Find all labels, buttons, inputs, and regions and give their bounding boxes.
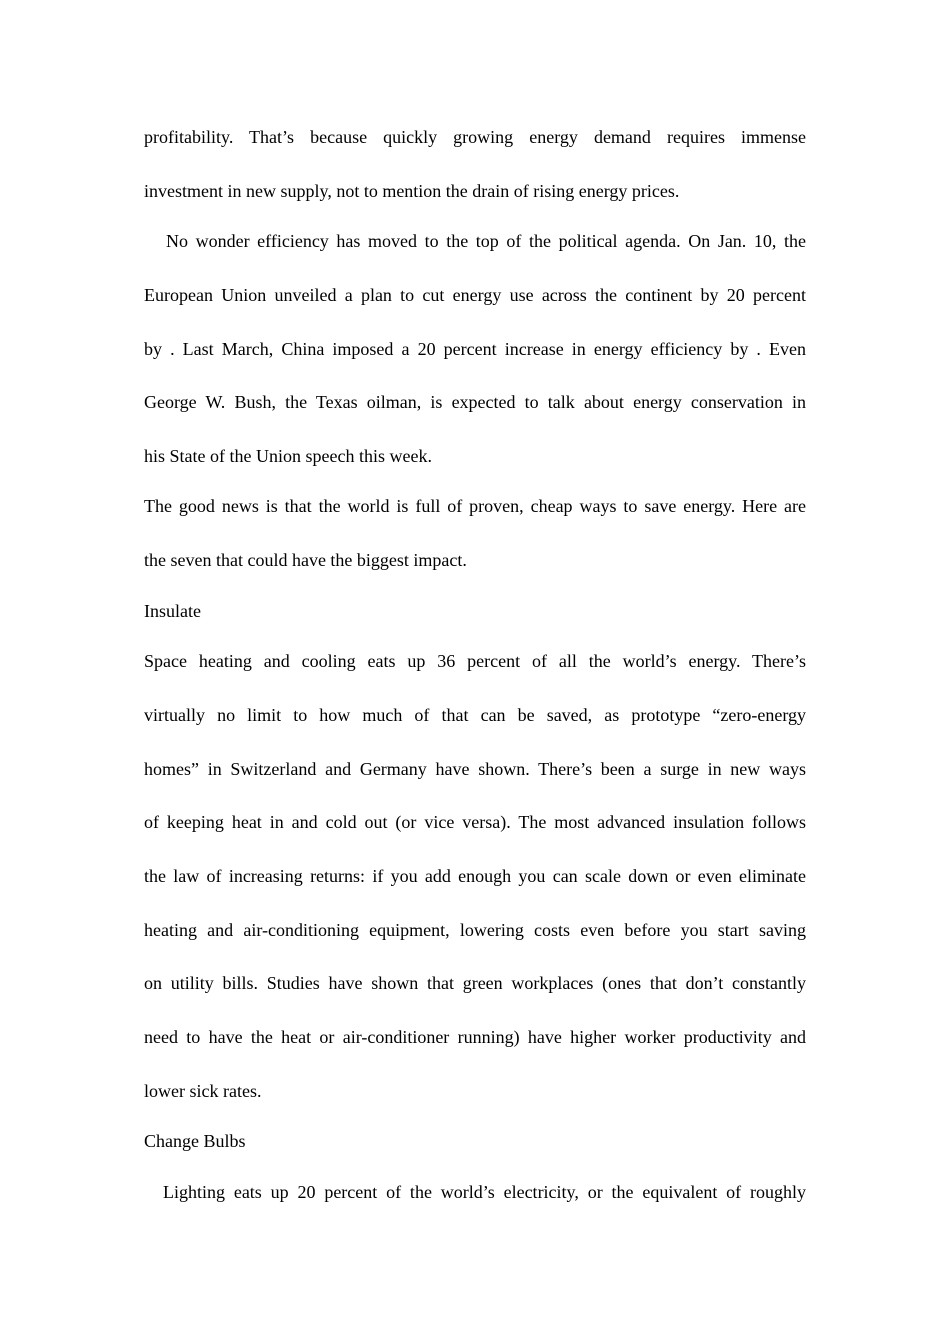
document-page [144,122,806,1207]
paragraph-continuation [144,122,806,206]
section-heading-insulate: Insulate [144,600,201,621]
text-line: Lighting eats up 20 percent of the world’s electricity, or the equivalent of roughly [163,1181,806,1202]
text-line: the law of increasing returns: if you add enough you can scale down or even eliminate [144,865,806,886]
text-line: Space heating and cooling eats up 36 percent of all the world’s energy. There’s [144,651,806,672]
text-line: of keeping heat in and cold out (or vice versa). The most advanced insulation follows [144,812,806,833]
text-line: No wonder efficiency has moved to the top of the political agenda. On Jan. 10, the [166,231,806,252]
paragraph-good-news [144,491,806,575]
paragraph-political-agenda [144,226,806,471]
text-line: investment in new supply, not to mention the drain of rising energy prices. [144,180,680,201]
text-line: The good news is that the world is full of proven, cheap ways to save energy. Here are [144,496,806,517]
text-line: his State of the Union speech this week. [144,445,432,466]
text-line: heating and air-conditioning equipment, lowering costs even before you start saving [144,919,806,940]
text-line: virtually no limit to how much of that can be saved, as prototype “zero-energy [144,704,806,725]
text-line: lower sick rates. [144,1080,262,1101]
paragraph-insulate [144,646,806,1106]
text-line: European Union unveiled a plan to cut energy use across the continent by 20 percent [144,284,806,305]
text-line: George W. Bush, the Texas oilman, is expected to talk about energy conservation in [144,392,806,413]
text-line: need to have the heat or air-conditioner running) have higher worker productivity and [144,1026,806,1047]
section-heading-change-bulbs: Change Bulbs [144,1131,246,1152]
text-line: by . Last March, China imposed a 20 percent increase in energy efficiency by . Even [144,338,806,359]
text-line: homes” in Switzerland and Germany have shown. There’s been a surge in new ways [144,758,806,779]
text-line: on utility bills. Studies have shown that green workplaces (ones that don’t constantly [144,973,806,994]
paragraph-change-bulbs [144,1177,806,1207]
text-line: the seven that could have the biggest impact. [144,550,467,571]
text-line: profitability. That’s because quickly growing energy demand requires immense [144,127,806,147]
